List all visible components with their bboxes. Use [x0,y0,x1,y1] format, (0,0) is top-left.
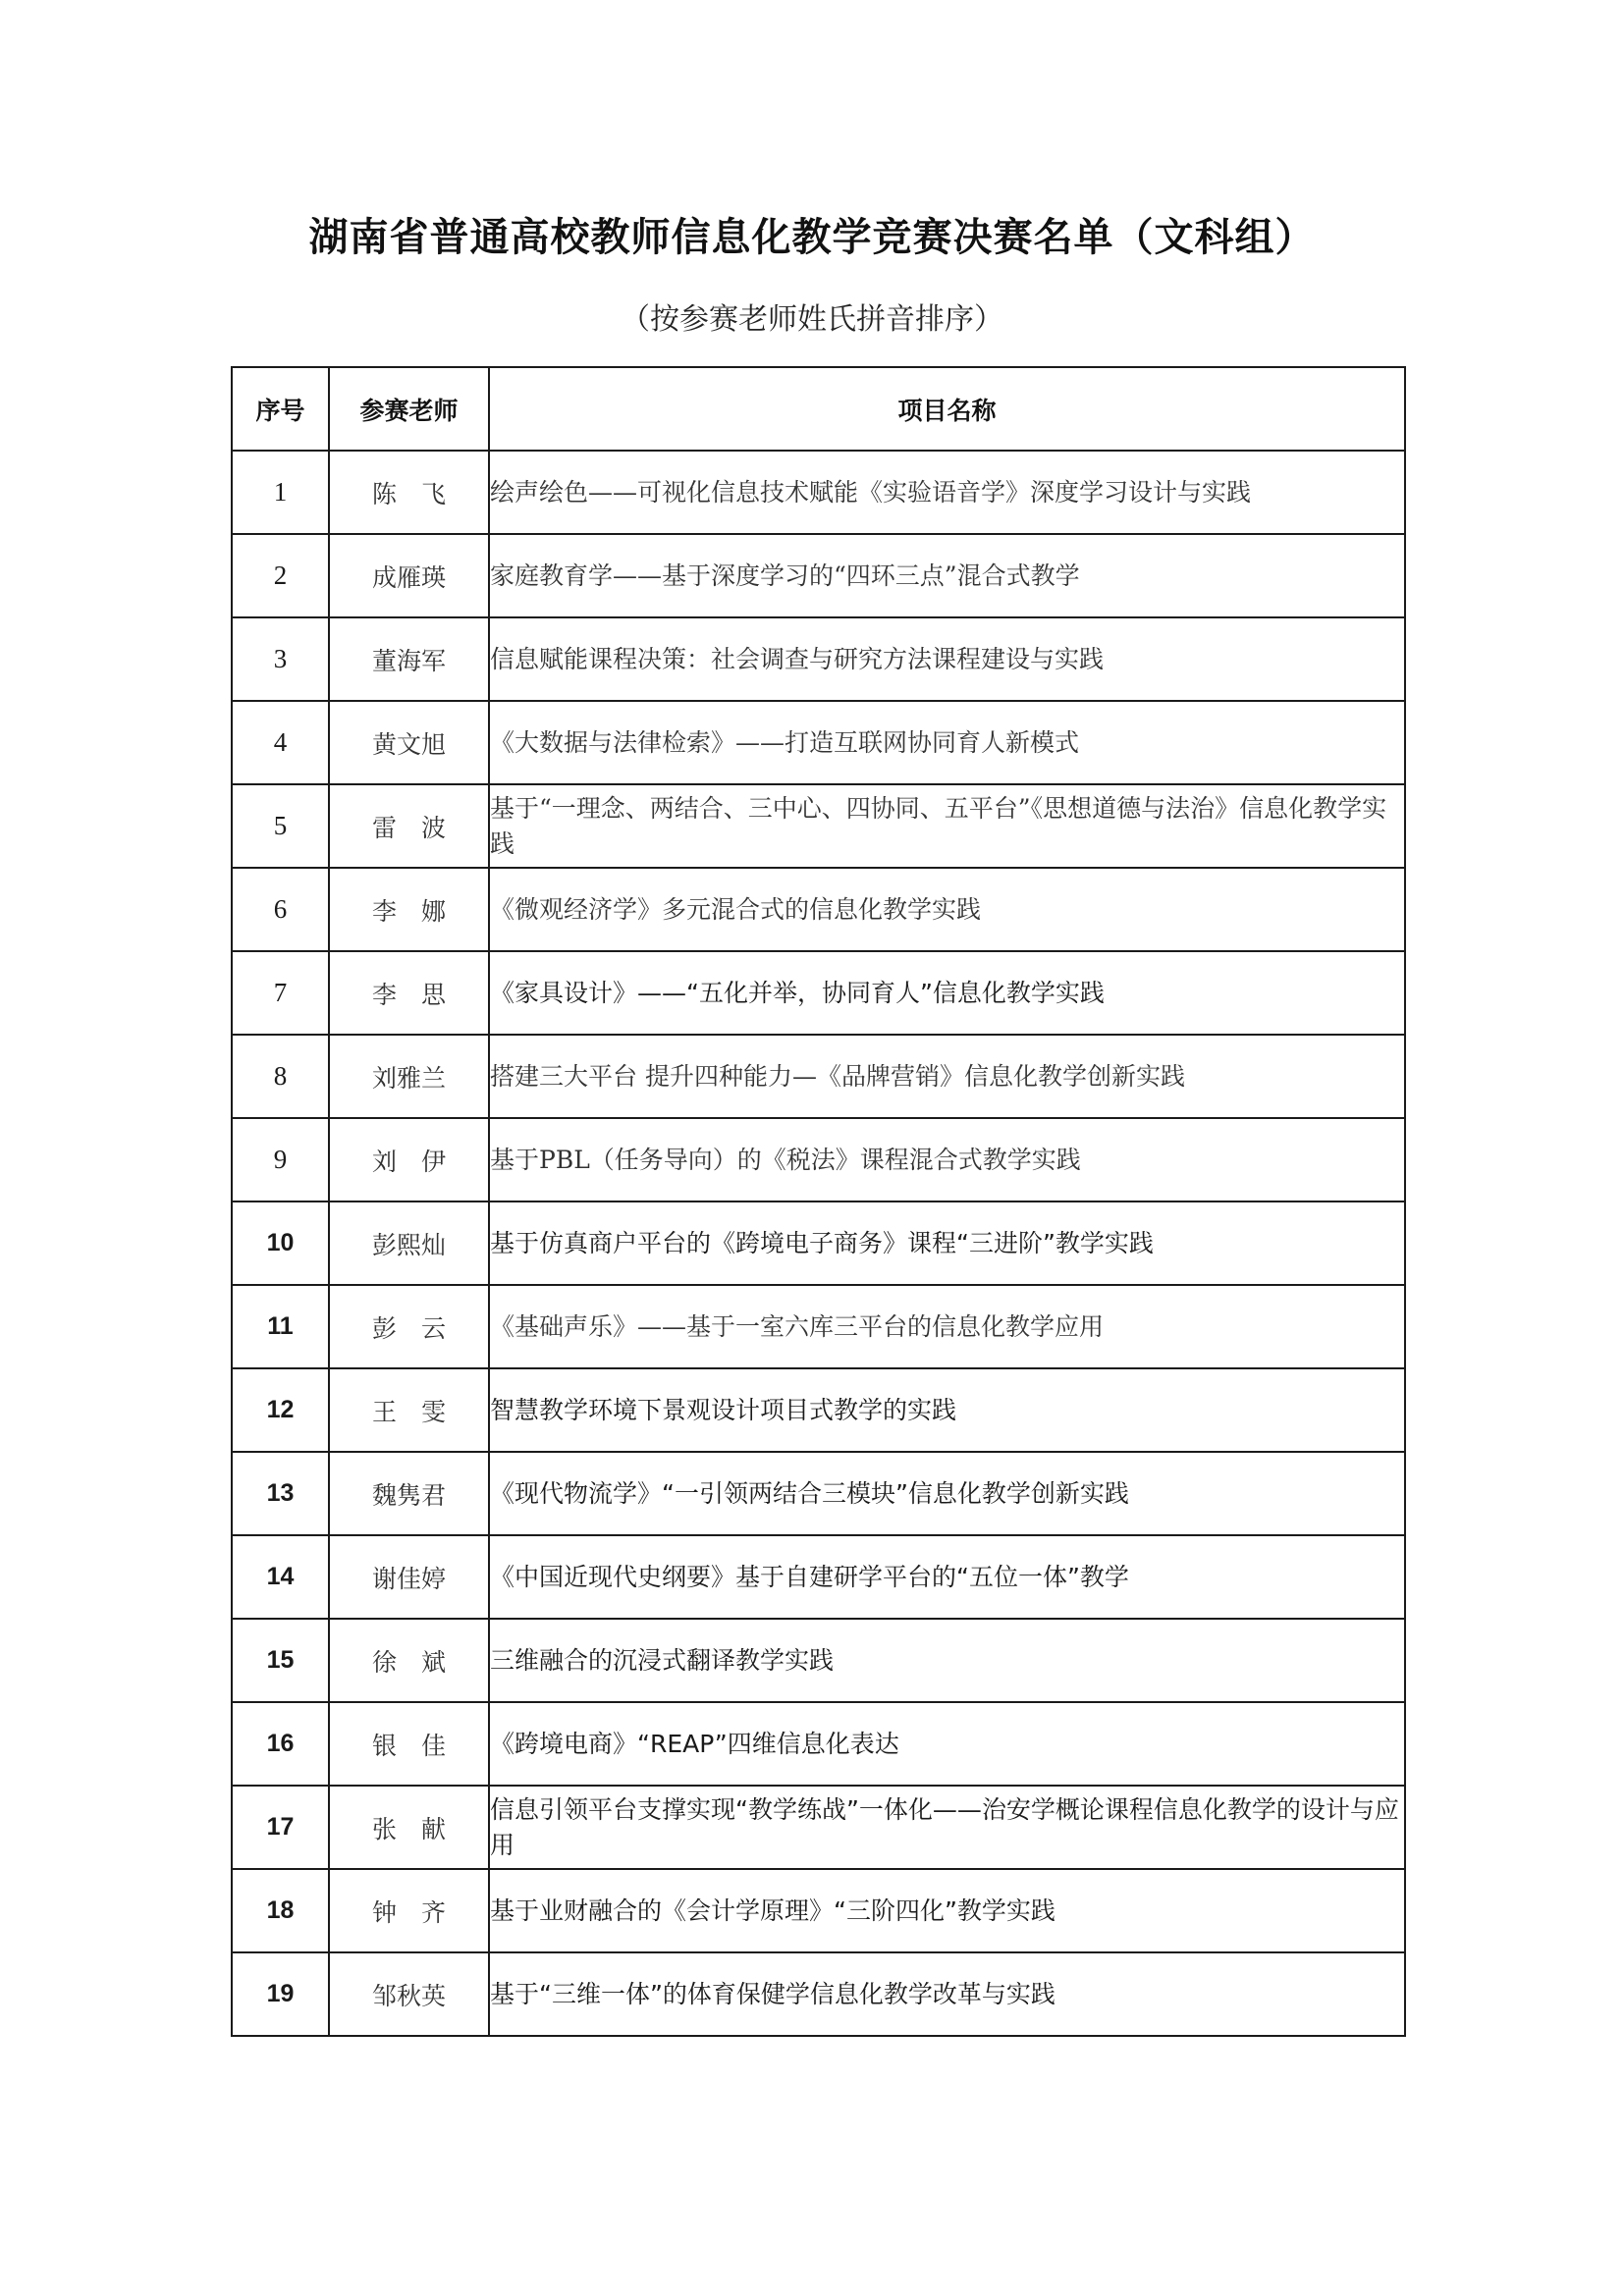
table-row [232,1786,1405,1869]
row-number: 9 [232,1118,329,1201]
row-number: 8 [232,1035,329,1118]
teacher-name: 邹秋英 [329,1952,489,2036]
project-name: 《大数据与法律检索》——打造互联网协同育人新模式 [489,701,1405,784]
row-number: 1 [232,451,329,534]
table-row [232,951,1405,1035]
project-name: 基于PBL（任务导向）的《税法》课程混合式教学实践 [489,1118,1405,1201]
teacher-name: 张 献 [329,1786,489,1869]
table-row [232,1535,1405,1619]
row-number: 10 [232,1201,329,1285]
row-number: 19 [232,1952,329,2036]
table-row [232,1619,1405,1702]
teacher-name: 谢佳婷 [329,1535,489,1619]
row-number: 7 [232,951,329,1035]
project-name: 基于“一理念、两结合、三中心、四协同、五平台”《思想道德与法治》信息化教学实践 [489,784,1405,868]
header-project: 项目名称 [489,367,1405,451]
project-name: 《微观经济学》多元混合式的信息化教学实践 [489,868,1405,951]
project-name: 《中国近现代史纲要》基于自建研学平台的“五位一体”教学 [489,1535,1405,1619]
teacher-name: 刘 伊 [329,1118,489,1201]
project-name: 搭建三大平台 提升四种能力—《品牌营销》信息化教学创新实践 [489,1035,1405,1118]
finalist-table [231,366,1406,2037]
table-row [232,1201,1405,1285]
row-number: 12 [232,1368,329,1452]
row-number: 14 [232,1535,329,1619]
table-row [232,1285,1405,1368]
project-name: 《家具设计》——“五化并举，协同育人”信息化教学实践 [489,951,1405,1035]
table-row [232,1452,1405,1535]
table-row [232,1702,1405,1786]
project-name: 基于业财融合的《会计学原理》“三阶四化”教学实践 [489,1869,1405,1952]
teacher-name: 银 佳 [329,1702,489,1786]
project-name: 《现代物流学》“一引领两结合三模块”信息化教学创新实践 [489,1452,1405,1535]
row-number: 15 [232,1619,329,1702]
table-row [232,534,1405,617]
project-name: 三维融合的沉浸式翻译教学实践 [489,1619,1405,1702]
teacher-name: 李 思 [329,951,489,1035]
table-row [232,868,1405,951]
table-row [232,1035,1405,1118]
table-row [232,784,1405,868]
teacher-name: 钟 齐 [329,1869,489,1952]
table-row [232,1952,1405,2036]
project-name: 信息赋能课程决策：社会调查与研究方法课程建设与实践 [489,617,1405,701]
teacher-name: 陈 飞 [329,451,489,534]
row-number: 18 [232,1869,329,1952]
table-row [232,617,1405,701]
header-teacher: 参赛老师 [329,367,489,451]
row-number: 16 [232,1702,329,1786]
teacher-name: 李 娜 [329,868,489,951]
page-title: 湖南省普通高校教师信息化教学竞赛决赛名单（文科组） [308,215,1316,260]
row-number: 6 [232,868,329,951]
table-row [232,701,1405,784]
page-subtitle: （按参赛老师姓氏拼音排序） [621,302,1003,337]
project-name: 信息引领平台支撑实现“教学练战”一体化——治安学概论课程信息化教学的设计与应用 [489,1786,1405,1869]
teacher-name: 彭熙灿 [329,1201,489,1285]
table-header-row [232,367,1405,451]
teacher-name: 魏隽君 [329,1452,489,1535]
project-name: 《跨境电商》“REAP”四维信息化表达 [489,1702,1405,1786]
table-row [232,451,1405,534]
table-row [232,1368,1405,1452]
header-no: 序号 [232,367,329,451]
teacher-name: 王 雯 [329,1368,489,1452]
teacher-name: 刘雅兰 [329,1035,489,1118]
table-body [232,451,1405,2036]
table-row [232,1118,1405,1201]
teacher-name: 雷 波 [329,784,489,868]
project-name: 智慧教学环境下景观设计项目式教学的实践 [489,1368,1405,1452]
row-number: 13 [232,1452,329,1535]
project-name: 《基础声乐》——基于一室六库三平台的信息化教学应用 [489,1285,1405,1368]
row-number: 17 [232,1786,329,1869]
row-number: 4 [232,701,329,784]
project-name: 绘声绘色——可视化信息技术赋能《实验语音学》深度学习设计与实践 [489,451,1405,534]
row-number: 5 [232,784,329,868]
row-number: 3 [232,617,329,701]
row-number: 11 [232,1285,329,1368]
teacher-name: 彭 云 [329,1285,489,1368]
row-number: 2 [232,534,329,617]
teacher-name: 成雁瑛 [329,534,489,617]
project-name: 家庭教育学——基于深度学习的“四环三点”混合式教学 [489,534,1405,617]
teacher-name: 董海军 [329,617,489,701]
project-name: 基于“三维一体”的体育保健学信息化教学改革与实践 [489,1952,1405,2036]
project-name: 基于仿真商户平台的《跨境电子商务》课程“三进阶”教学实践 [489,1201,1405,1285]
table-row [232,1869,1405,1952]
teacher-name: 黄文旭 [329,701,489,784]
teacher-name: 徐 斌 [329,1619,489,1702]
